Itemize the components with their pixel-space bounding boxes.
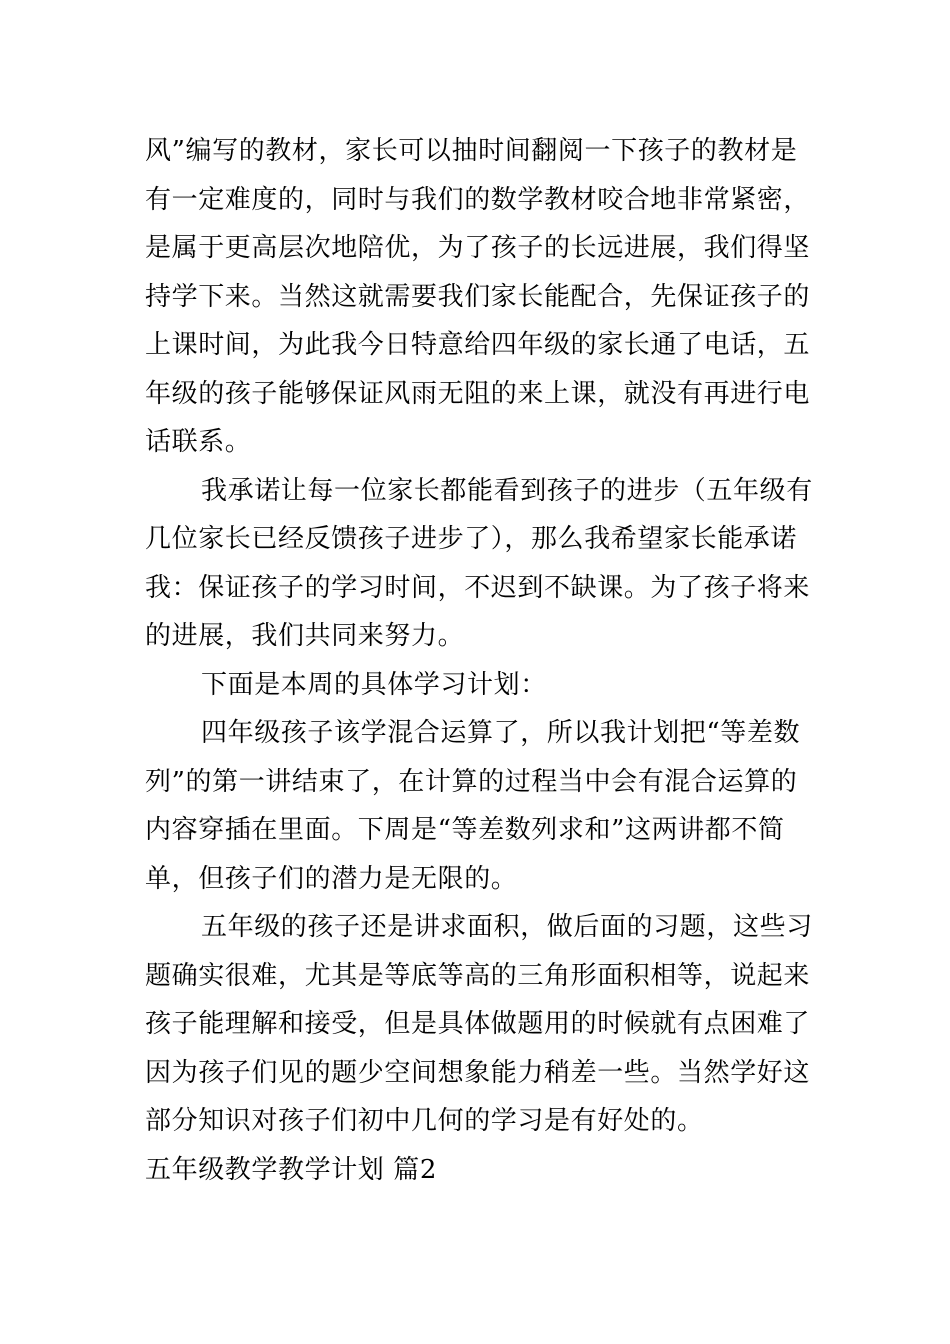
text-line: 四年级孩子该学混合运算了，所以我计划把“等差数 <box>201 718 801 748</box>
text-line: 上课时间，为此我今日特意给四年级的家长通了电话，五 <box>145 330 811 360</box>
text-line: 我：保证孩子的学习时间，不迟到不缺课。为了孩子将来 <box>145 572 811 603</box>
text-line: 年级的孩子能够保证风雨无阻的来上课，就没有再进行电 <box>145 378 811 409</box>
text-line: 是属于更高层次地陪优，为了孩子的长远进展，我们得坚 <box>145 233 811 263</box>
text-line: 下面是本周的具体学习计划： <box>201 669 547 700</box>
text-line: 部分知识对孩子们初中几何的学习是有好处的。 <box>145 1106 704 1136</box>
text-line: 单，但孩子们的潜力是无限的。 <box>145 863 518 894</box>
text-line: 我承诺让每一位家长都能看到孩子的进步（五年级有 <box>201 475 813 506</box>
text-line: 几位家长已经反馈孩子进步了），那么我希望家长能承诺 <box>145 524 798 554</box>
paragraph-plan-intro <box>145 661 807 710</box>
section-heading: 五年级教学教学计划 篇2 <box>145 1154 438 1185</box>
paragraph-promise <box>145 467 813 661</box>
text-line: 持学下来。当然这就需要我们家长能配合，先保证孩子的 <box>145 281 811 312</box>
text-line: 因为孩子们见的题少空间想象能力稍差一些。当然学好这 <box>145 1057 811 1088</box>
text-line: 话联系。 <box>145 427 252 457</box>
paragraph-grade-four <box>145 709 807 903</box>
text-line: 五年级的孩子还是讲求面积，做后面的习题，这些习 <box>201 912 813 942</box>
document-body <box>145 127 813 1194</box>
paragraph-continuation <box>145 127 811 467</box>
text-line: 孩子能理解和接受，但是具体做题用的时候就有点困难了 <box>145 1009 811 1039</box>
text-line: 的进展，我们共同来努力。 <box>145 621 465 651</box>
text-line: 列”的第一讲结束了，在计算的过程当中会有混合运算的 <box>145 766 798 797</box>
text-line: 题确实很难，尤其是等底等高的三角形面积相等，说起来 <box>145 960 811 991</box>
text-line: 有一定难度的，同时与我们的数学教材咬合地非常紧密， <box>145 184 811 215</box>
text-line: 风”编写的教材，家长可以抽时间翻阅一下孩子的教材是 <box>145 136 798 166</box>
paragraph-grade-five <box>145 903 813 1146</box>
text-line: 内容穿插在里面。下周是“等差数列求和”这两讲都不简 <box>145 815 785 845</box>
